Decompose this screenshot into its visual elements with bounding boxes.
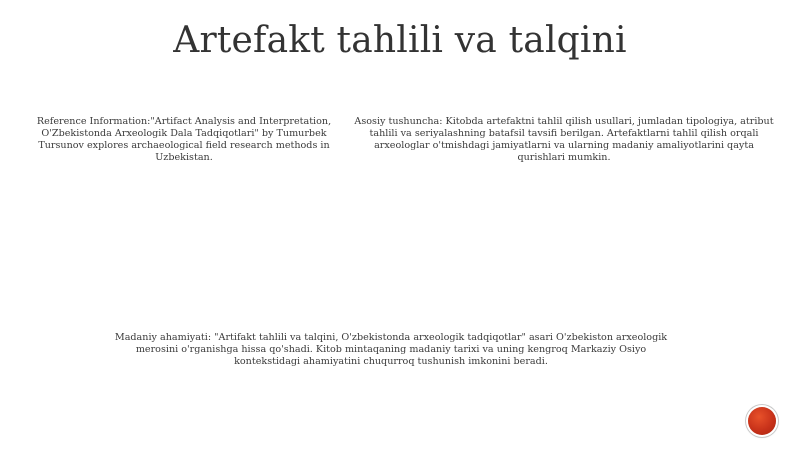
core-concept-text: Asosiy tushuncha: Kitobda artefaktni tahlil qilish usullari, jumladan tipologiya, atribut tahlili va seriyalashning batafsil tavsifi berilgan. Artefaktlarni tahlil qilish orqali arxeologlar o'tmishdagi jamiyatlarni va ularning madaniy amaliyotlarini qayta qurishlari mumkin. xyxy=(354,116,774,163)
next-slide-circle-icon[interactable] xyxy=(748,407,776,435)
slide-title: Artefakt tahlili va talqini xyxy=(173,20,627,61)
cultural-significance-text: Madaniy ahamiyati: "Artifakt tahlili va talqini, O'zbekistonda arxeologik tadqiqotlar" asari O'zbekiston arxeologik merosini o'rganishga hissa qo'shadi. Kitob mintaqaning madaniy tarixi va uning kengroq Markaziy Osiyo kontekstidagi ahamiyatini chuqurroq tushunish imkonini beradi. xyxy=(114,332,668,367)
reference-info-text: Reference Information:"Artifact Analysis and Interpretation, O'Zbekistonda Arxeologik Dala Tadqiqotlari" by Tumurbek Tursunov explores archaeological field research methods in Uzbekistan. xyxy=(36,116,332,163)
